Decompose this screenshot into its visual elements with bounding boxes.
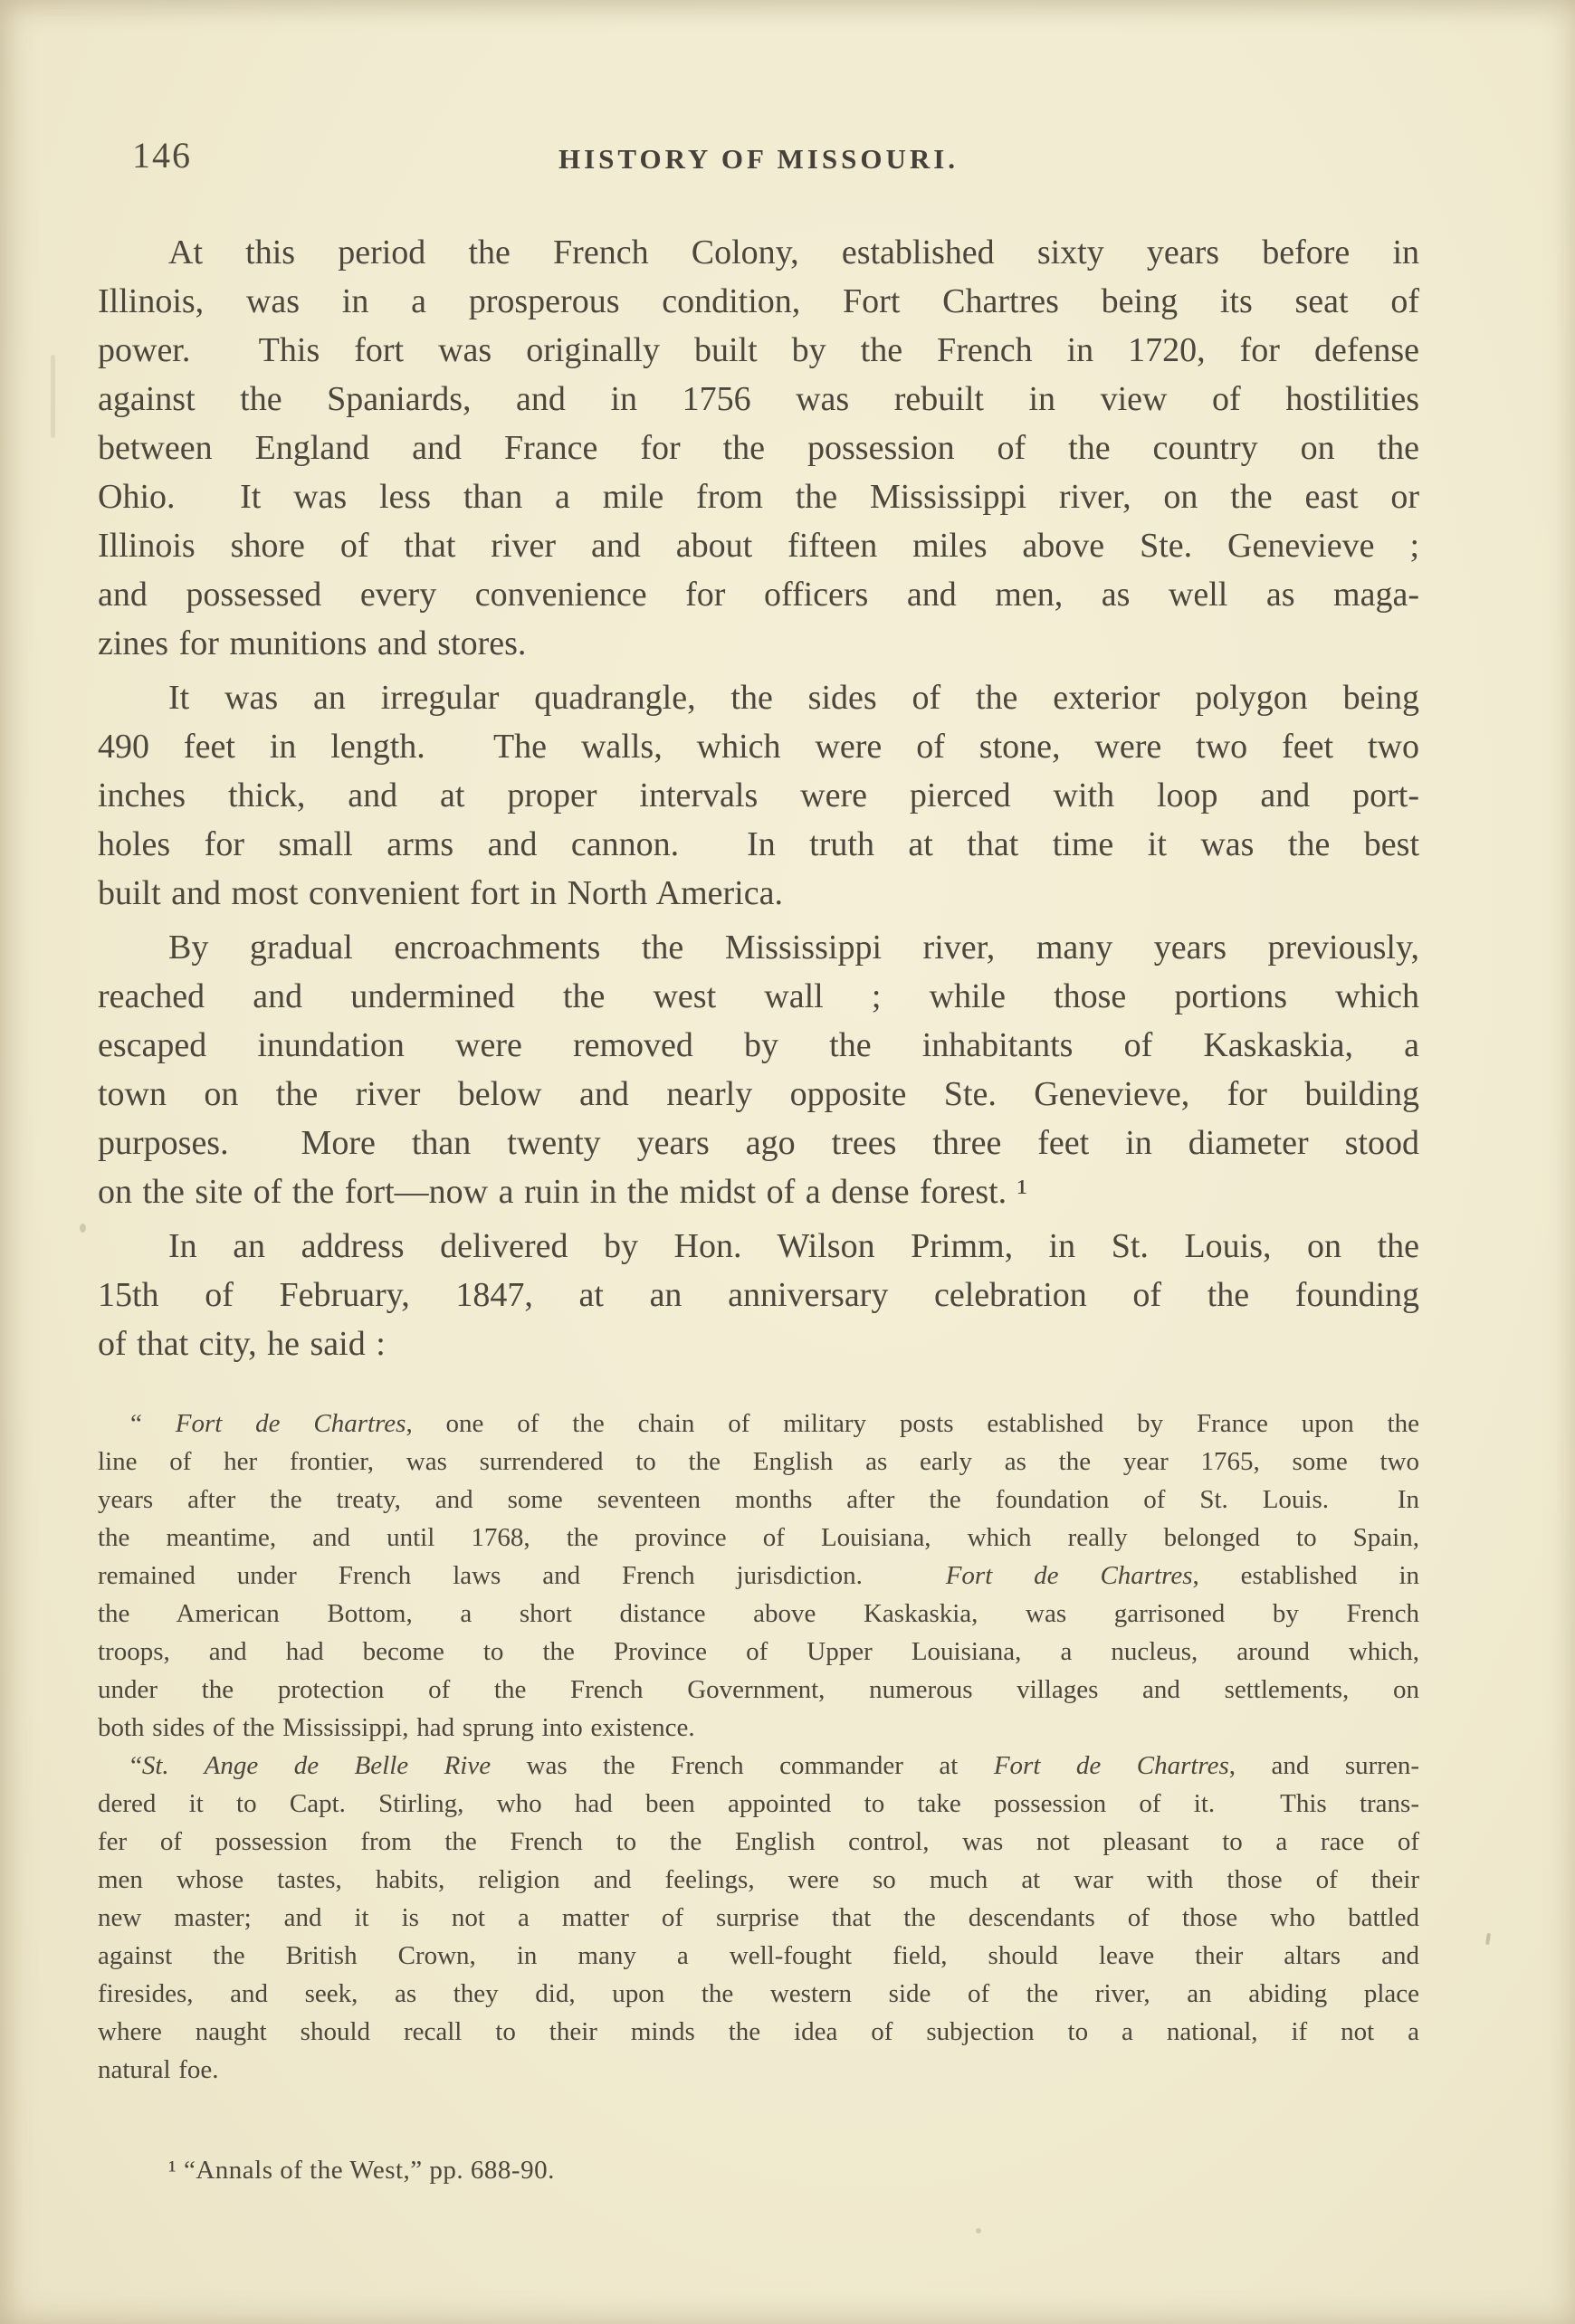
paragraph — [98, 673, 1419, 918]
text-line: the American Bottom, a short distance above Kaskaskia, was garrisoned by French — [98, 1599, 1419, 1628]
body-paragraphs — [98, 228, 1419, 1374]
text-line: holes for small arms and cannon. In truth at that time it was the best — [98, 825, 1419, 863]
scan-dot-mark — [976, 2228, 981, 2234]
text-line: the meantime, and until 1768, the province of Louisiana, which really belonged to Spain, — [98, 1523, 1419, 1552]
text-line: new master; and it is not a matter of surprise that the descendants of those who battled — [98, 1903, 1419, 1932]
text-line: 490 feet in length. The walls, which were of stone, were two feet two — [98, 728, 1419, 766]
text-line: By gradual encroachments the Mississippi river, many years previously, — [168, 929, 1419, 967]
paragraph — [98, 228, 1419, 668]
paragraph — [98, 1405, 1419, 1747]
text-line: reached and undermined the west wall ; while those portions which — [98, 977, 1419, 1015]
scan-crease-mark — [51, 355, 55, 438]
text-line: dered it to Capt. Stirling, who had been appointed to take possession of it. This trans- — [98, 1789, 1419, 1818]
footnote: ¹ “Annals of the West,” pp. 688-90. — [168, 2156, 555, 2185]
text-line: men whose tastes, habits, religion and feelings, were so much at war with those of their — [98, 1865, 1419, 1894]
text-line: 15th of February, 1847, at an anniversary celebration of the founding — [98, 1276, 1419, 1314]
text-line: At this period the French Colony, established sixty years before in — [168, 233, 1419, 271]
text-line: natural foe. — [98, 2055, 219, 2084]
text-line: remained under French laws and French jurisdiction. Fort de Chartres, established in — [98, 1561, 1419, 1590]
text-line: against the British Crown, in many a well-fought field, should leave their altars and — [98, 1941, 1419, 1970]
text-line: firesides, and seek, as they did, upon the western side of the river, an abiding place — [98, 1979, 1419, 2008]
text-line: “St. Ange de Belle Rive was the French commander at Fort de Chartres, and surren- — [130, 1751, 1419, 1780]
text-line: troops, and had become to the Province of Upper Louisiana, a nucleus, around which, — [98, 1637, 1419, 1666]
scan-speck-mark — [80, 1224, 86, 1233]
text-line: Illinois, was in a prosperous condition, Fort Chartres being its seat of — [98, 282, 1419, 320]
text-line: It was an irregular quadrangle, the sides of the exterior polygon being — [168, 679, 1419, 717]
text-line: between England and France for the possession of the country on the — [98, 429, 1419, 467]
scan-tick-mark — [1485, 1933, 1491, 1945]
text-line: zines for munitions and stores. — [98, 624, 527, 662]
text-line: on the site of the fort—now a ruin in the midst of a dense forest. ¹ — [98, 1173, 1028, 1211]
page-number: 146 — [132, 135, 192, 176]
text-line: where naught should recall to their minds the idea of subjection to a national, if not a — [98, 2017, 1419, 2046]
paragraph — [98, 1222, 1419, 1368]
running-header: HISTORY OF MISSOURI. — [558, 143, 959, 175]
blockquote-paragraphs — [98, 1405, 1419, 2089]
text-line: line of her frontier, was surrendered to the English as early as the year 1765, some two — [98, 1447, 1419, 1476]
text-line: and possessed every convenience for officers and men, as well as maga- — [98, 576, 1419, 614]
text-line: In an address delivered by Hon. Wilson Primm, in St. Louis, on the — [168, 1227, 1419, 1265]
text-line: power. This fort was originally built by the French in 1720, for defense — [98, 331, 1419, 369]
text-line: Illinois shore of that river and about fifteen miles above Ste. Genevieve ; — [98, 527, 1419, 565]
paragraph — [98, 923, 1419, 1216]
text-line: inches thick, and at proper intervals were pierced with loop and port- — [98, 776, 1419, 814]
text-line: escaped inundation were removed by the inhabitants of Kaskaskia, a — [98, 1026, 1419, 1064]
text-line: both sides of the Mississippi, had sprung into existence. — [98, 1713, 695, 1742]
text-line: under the protection of the French Government, numerous villages and settlements, on — [98, 1675, 1419, 1704]
text-line: of that city, he said : — [98, 1325, 386, 1363]
text-line: built and most convenient fort in North America. — [98, 874, 783, 912]
text-line: fer of possession from the French to the English control, was not pleasant to a race of — [98, 1827, 1419, 1856]
paragraph — [98, 1747, 1419, 2089]
text-line: years after the treaty, and some seventeen months after the foundation of St. Louis. In — [98, 1485, 1419, 1514]
text-line: purposes. More than twenty years ago trees three feet in diameter stood — [98, 1124, 1419, 1162]
text-line: town on the river below and nearly opposite Ste. Genevieve, for building — [98, 1075, 1419, 1113]
text-line: against the Spaniards, and in 1756 was rebuilt in view of hostilities — [98, 380, 1419, 418]
text-line: Ohio. It was less than a mile from the Mississippi river, on the east or — [98, 478, 1419, 516]
text-line: “ Fort de Chartres, one of the chain of military posts established by France upon the — [130, 1409, 1420, 1438]
